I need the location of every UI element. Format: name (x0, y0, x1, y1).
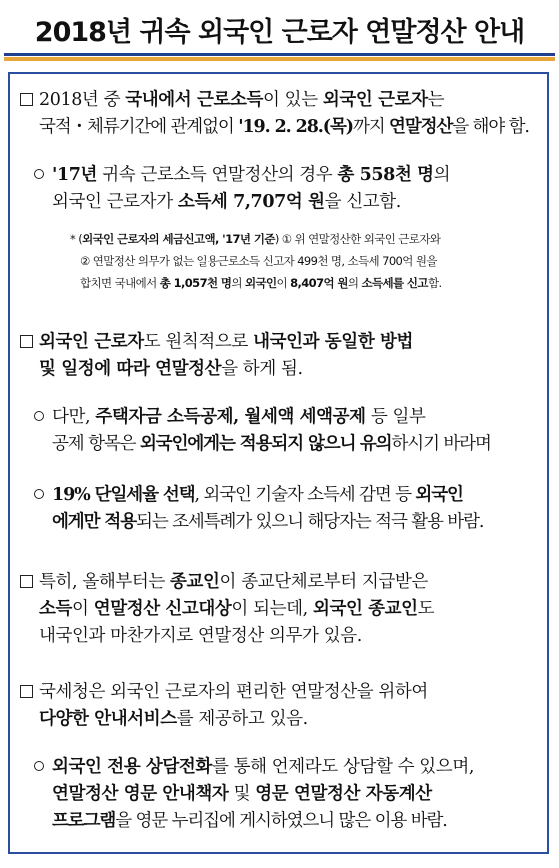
section-4-main (10, 679, 547, 733)
section-1-sub (10, 162, 547, 216)
title-underline-orange (4, 57, 555, 61)
circle-bullet-icon (34, 761, 44, 771)
sub-line: '17년 귀속 근로소득 연말정산의 경우 총 558천 명의 (10, 162, 547, 189)
footnote-line: 합치면 국내에서 총 1,057천 명의 외국인이 8,407억 원의 소득세를 신고함. (80, 276, 442, 290)
sub-line: 공제 항목은 외국인에게는 적용되지 않으니 유의하시기 바라며 (52, 434, 491, 454)
section-3-main (10, 569, 547, 650)
section-1-footnote (10, 228, 547, 294)
section-line: 내국인과 마찬가지로 연말정산 의무가 있음. (39, 626, 362, 646)
section-line: 특히, 올해부터는 종교인이 종교단체로부터 지급받은 (10, 569, 547, 596)
title-underline-blue (4, 53, 555, 56)
section-line: 및 일정에 따라 연말정산을 하게 됨. (39, 359, 303, 379)
section-2-sub-1 (10, 404, 547, 458)
sub-line: 에게만 적용되는 조세특례가 있으니 해당자는 적극 활용 바람. (52, 512, 484, 532)
sub-line: 연말정산 영문 안내책자 및 영문 연말정산 자동계산 (52, 784, 432, 804)
square-bullet-icon (20, 93, 33, 106)
sub-line: 19% 단일세율 선택, 외국인 기술자 소득세 감면 등 외국인 (10, 482, 547, 509)
notice-box (8, 72, 549, 854)
sub-line: 외국인 근로자가 소득세 7,707억 원을 신고함. (52, 192, 401, 212)
section-1-main (10, 87, 547, 141)
section-line: 소득이 연말정산 신고대상이 되는데, 외국인 종교인도 (39, 599, 435, 619)
circle-bullet-icon (34, 489, 44, 499)
section-line: 국적・체류기간에 관계없이 '19. 2. 28.(목)까지 연말정산을 해야 함. (39, 117, 529, 137)
footnote-line: * (외국인 근로자의 세금신고액, '17년 기준) ① 위 연말정산한 외국인 근로자와 (70, 232, 441, 246)
section-line: 국세청은 외국인 근로자의 편리한 연말정산을 위하여 (10, 679, 547, 706)
sub-line: 다만, 주택자금 소득공제, 월세액 세액공제 등 일부 (10, 404, 547, 431)
footnote-line: ② 연말정산 의무가 없는 일용근로소득 신고자 499천 명, 소득세 700억 원을 (80, 254, 437, 268)
square-bullet-icon (20, 335, 33, 348)
sub-line: 외국인 전용 상담전화를 통해 언제라도 상담할 수 있으며, (10, 754, 547, 781)
square-bullet-icon (20, 575, 33, 588)
circle-bullet-icon (34, 411, 44, 421)
section-2-sub-2 (10, 482, 547, 536)
square-bullet-icon (20, 685, 33, 698)
sub-line: 프로그램을 영문 누리집에 게시하였으니 많은 이용 바람. (52, 811, 447, 831)
circle-bullet-icon (34, 169, 44, 179)
section-line: 다양한 안내서비스를 제공하고 있음. (39, 709, 308, 729)
section-4-sub (10, 754, 547, 835)
section-line: 2018년 중 국내에서 근로소득이 있는 외국인 근로자는 (10, 87, 547, 114)
section-2-main (10, 329, 547, 383)
section-line: 외국인 근로자도 원칙적으로 내국인과 동일한 방법 (10, 329, 547, 356)
page-title: 2018년 귀속 외국인 근로자 연말정산 안내 (34, 17, 525, 48)
